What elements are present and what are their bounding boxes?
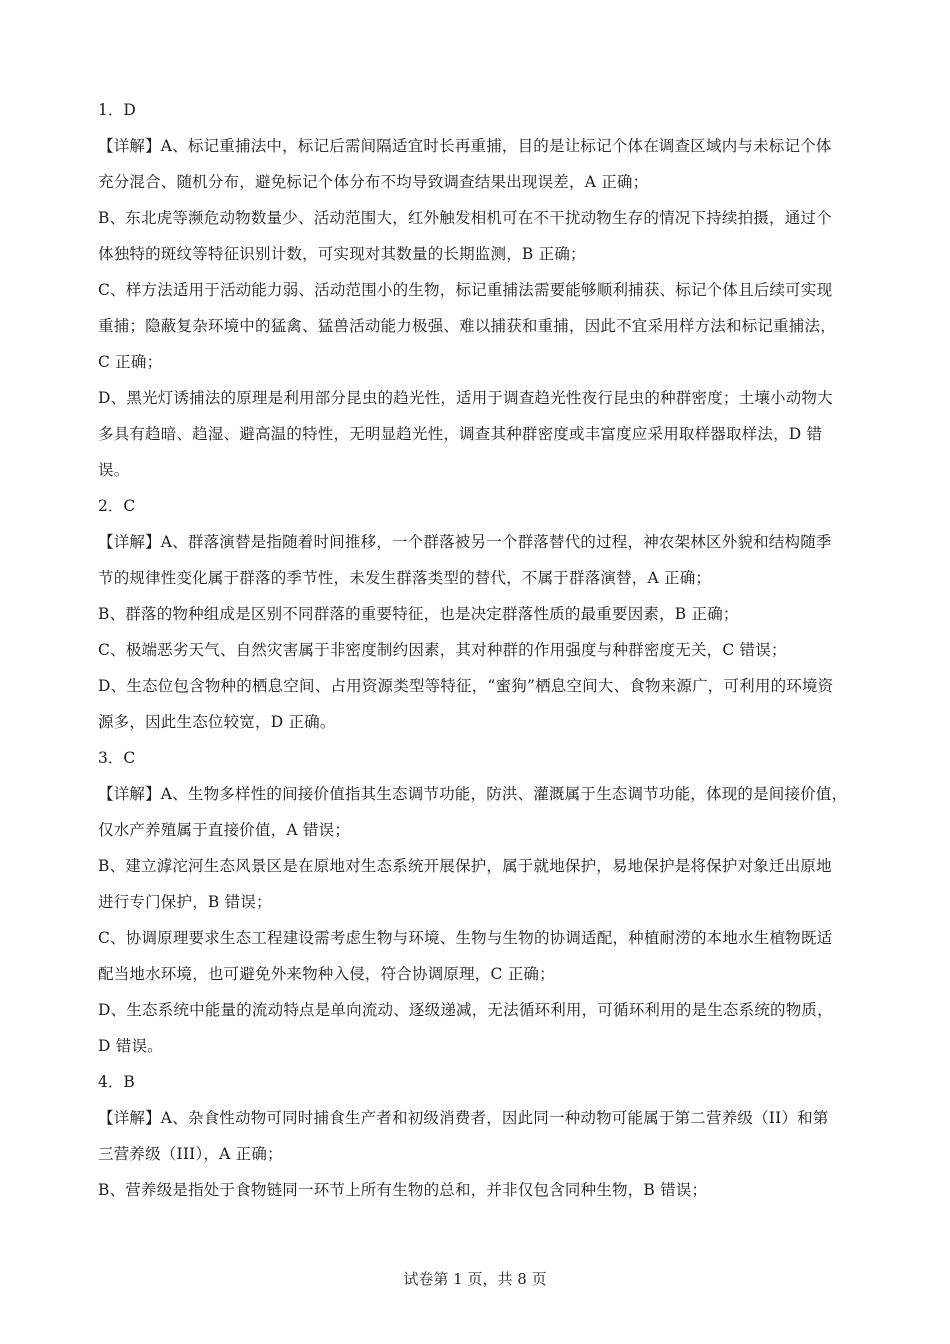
explanation-line: 多具有趋暗、趋湿、避高温的特性，无明显趋光性，调查其种群密度或丰富度应采用取样器取样法，D 错 bbox=[98, 425, 823, 443]
explanation-line: 重捕；隐蔽复杂环境中的猛禽、猛兽活动能力极强、难以捕获和重捕，因此不宜采用样方法和标记重捕法， bbox=[98, 317, 836, 335]
question-1 bbox=[98, 92, 868, 488]
explanation-line: B、东北虎等濒危动物数量少、活动范围大，红外触发相机可在不干扰动物生存的情况下持续拍摄，通过个 bbox=[98, 209, 832, 227]
explanation-line: 【详解】A、生物多样性的间接价值指其生态调节功能，防洪、灌溉属于生态调节功能，体现的是间接价值， bbox=[98, 785, 848, 803]
explanation-line: C、协调原理要求生态工程建设需考虑生物与环境、生物与生物的协调适配，种植耐涝的本地水生植物既适 bbox=[98, 929, 833, 947]
explanation-line: B、营养级是指处于食物链同一环节上所有生物的总和，并非仅包含同种生物，B 错误； bbox=[98, 1181, 708, 1199]
explanation-line: D 错误。 bbox=[98, 1037, 163, 1055]
explanation-line: 节的规律性变化属于群落的季节性，未发生群落类型的替代，不属于群落演替，A 正确； bbox=[98, 569, 712, 587]
explanation-line: D、黑光灯诱捕法的原理是利用部分昆虫的趋光性，适用于调查趋光性夜行昆虫的种群密度；土壤小动物大 bbox=[98, 389, 833, 407]
explanation-line: 误。 bbox=[98, 461, 130, 479]
explanation-line: 进行专门保护，B 错误； bbox=[98, 893, 272, 911]
explanation-line: 三营养级（III），A 正确； bbox=[98, 1145, 283, 1163]
answer-number: 2．C bbox=[98, 497, 136, 515]
document-body bbox=[98, 92, 868, 1208]
explanation-line: 充分混合、随机分布，避免标记个体分布不均导致调查结果出现误差，A 正确； bbox=[98, 173, 649, 191]
explanation-line: 配当地水环境，也可避免外来物种入侵，符合协调原理，C 正确； bbox=[98, 965, 555, 983]
explanation-line: C、样方法适用于活动能力弱、活动范围小的生物，标记重捕法需要能够顺利捕获、标记个体且后续可实现 bbox=[98, 281, 833, 299]
explanation-line: B、群落的物种组成是区别不同群落的重要特征，也是决定群落性质的最重要因素，B 正确； bbox=[98, 605, 739, 623]
answer-number: 1．D bbox=[98, 101, 136, 119]
question-4 bbox=[98, 1064, 868, 1208]
explanation-line: D、生态系统中能量的流动特点是单向流动、逐级递减，无法循环利用，可循环利用的是生态系统的物质， bbox=[98, 1001, 833, 1019]
explanation-line: 【详解】A、群落演替是指随着时间推移，一个群落被另一个群落替代的过程，神农架林区外貌和结构随季 bbox=[98, 533, 832, 551]
explanation-line: 【详解】A、杂食性动物可同时捕食生产者和初级消费者，因此同一种动物可能属于第二营养级（II）和第 bbox=[98, 1109, 829, 1127]
explanation-line: C 正确； bbox=[98, 353, 163, 371]
question-2 bbox=[98, 488, 868, 740]
explanation-line: 仅水产养殖属于直接价值，A 错误； bbox=[98, 821, 351, 839]
explanation-line: B、建立滹沱河生态风景区是在原地对生态系统开展保护，属于就地保护，易地保护是将保护对象迁出原地 bbox=[98, 857, 832, 875]
answer-number: 4．B bbox=[98, 1073, 135, 1091]
explanation-line: D、生态位包含物种的栖息空间、占用资源类型等特征，“蜜狗”栖息空间大、食物来源广，可利用的环境资 bbox=[98, 677, 834, 695]
page-footer: 试卷第 1 页，共 8 页 bbox=[403, 1270, 547, 1288]
explanation-line: 体独特的斑纹等特征识别计数，可实现对其数量的长期监测，B 正确； bbox=[98, 245, 586, 263]
explanation-line: 【详解】A、标记重捕法中，标记后需间隔适宜时长再重捕，目的是让标记个体在调查区域内与未标记个体 bbox=[98, 137, 832, 155]
answer-number: 3．C bbox=[98, 749, 136, 767]
explanation-line: C、极端恶劣天气、自然灾害属于非密度制约因素，其对种群的作用强度与种群密度无关，C 错误； bbox=[98, 641, 787, 659]
explanation-line: 源多，因此生态位较宽，D 正确。 bbox=[98, 713, 336, 731]
question-3 bbox=[98, 740, 868, 1064]
